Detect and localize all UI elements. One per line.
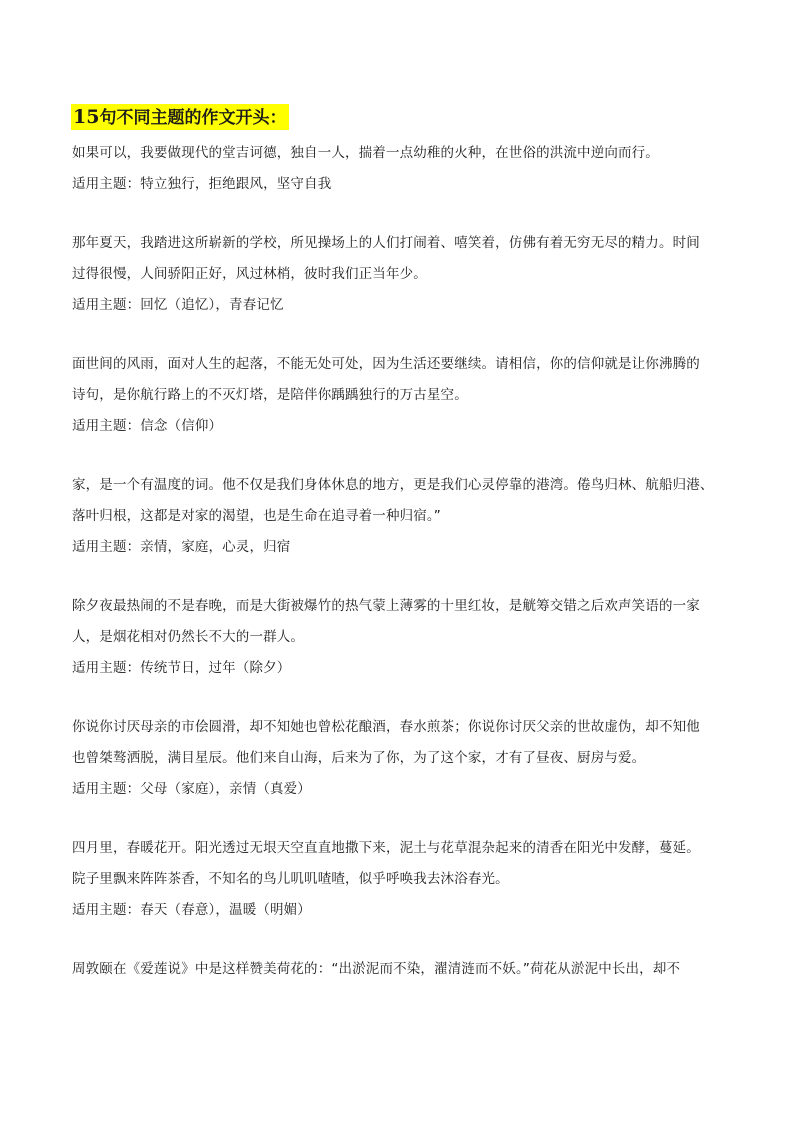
entry-theme: 适用主题：亲情，家庭，心灵，归宿 [72,539,291,555]
title-text: 句不同主题的作文开头： [99,108,287,128]
entry-text-line: 面世间的风雨，面对人生的起落，不能无处可处，因为生活还要继续。请相信，你的信仰就是让你沸腾的 [72,356,700,372]
entry-theme: 适用主题：春天（春意），温暖（明媚） [72,902,311,918]
title-number: 15 [73,106,100,128]
entry-text-line: 落叶归根，这都是对家的渴望，也是生命在追寻着一种归宿。” [72,508,441,524]
entry-3 [72,349,728,442]
entry-text-line: 院子里飘来阵阵茶香，不知名的鸟儿叽叽喳喳，似乎呼唤我去沐浴春光。 [72,871,509,887]
entry-text-line: 诗句，是你航行路上的不灭灯塔，是陪伴你踽踽独行的万古星空。 [72,387,468,403]
entry-2 [72,228,728,321]
entry-5 [72,591,728,684]
entry-text-line: 四月里，春暖花开。阳光透过无垠天空直直地撒下来，泥土与花草混杂起来的清香在阳光中发酵，蔓延。 [72,840,700,856]
section-title [71,104,289,130]
entry-text-line: 人，是烟花相对仍然长不大的一群人。 [72,629,305,645]
entry-theme: 适用主题：回忆（追忆），青春记忆 [72,297,284,313]
entry-1 [72,138,728,200]
entry-theme: 适用主题：父母（家庭），亲情（真爱） [72,781,311,797]
entry-text-line: 你说你讨厌母亲的市侩圆滑，却不知她也曾松花酿酒，春水煎茶；你说你讨厌父亲的世故虚伪，却不知他 [72,719,700,735]
entry-text-line: 除夕夜最热闹的不是春晚，而是大街被爆竹的热气蒙上薄雾的十里红妆，是觥筹交错之后欢声笑语的一家 [72,598,700,614]
entry-text-line: 那年夏天，我踏进这所崭新的学校，所见操场上的人们打闹着、嘻笑着，仿佛有着无穷无尽的精力。时间 [72,235,700,251]
entry-theme: 适用主题：传统节日，过年（除夕） [72,660,291,676]
entry-8 [72,954,728,985]
entry-text-line: 周敦颐在《爱莲说》中是这样赞美荷花的：“出淤泥而不染，濯清涟而不妖。”荷花从淤泥中长出，却不 [72,961,681,977]
entry-6 [72,712,728,805]
entry-theme: 适用主题：特立独行，拒绝跟风，坚守自我 [72,176,332,192]
entry-theme: 适用主题：信念（信仰） [72,418,223,434]
entry-text-line: 过得很慢，人间骄阳正好，风过林梢，彼时我们正当年少。 [72,266,427,282]
content-body [72,138,728,985]
entry-text-line: 也曾桀骜洒脱，满目星辰。他们来自山海，后来为了你，为了这个家，才有了昼夜、厨房与爱。 [72,750,646,766]
entry-4 [72,470,728,563]
entry-7 [72,833,728,926]
entry-text-line: 如果可以，我要做现代的堂吉诃德，独自一人，揣着一点幼稚的火种，在世俗的洪流中逆向而行。 [72,145,659,161]
entry-text-line: 家，是一个有温度的词。他不仅是我们身体休息的地方，更是我们心灵停靠的港湾。倦鸟归林、航船归港、 [72,477,714,493]
